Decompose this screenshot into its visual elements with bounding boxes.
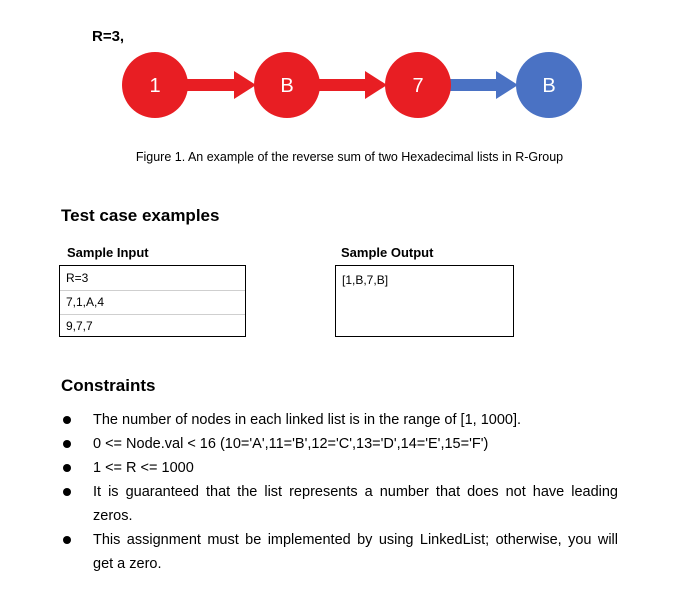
bullet-icon (63, 440, 71, 448)
input-line: 7,1,A,4 (66, 295, 105, 309)
arrow-connector (186, 71, 256, 99)
arrow-connector (318, 71, 387, 99)
constraint-item: This assignment must be implemented by using LinkedList; otherwise, you will get a zero. (63, 528, 618, 576)
node-label: 7 (412, 75, 424, 97)
constraints-list (63, 408, 618, 576)
sample-input-header: Sample Input (67, 245, 149, 260)
sample-output-header: Sample Output (341, 245, 434, 260)
bullet-icon (63, 536, 71, 544)
constraint-item: 1 <= R <= 1000 (63, 456, 618, 480)
sample-input-box (59, 265, 246, 337)
bullet-icon (63, 488, 71, 496)
node-label: 1 (149, 75, 161, 97)
input-line: 9,7,7 (66, 319, 93, 333)
constraint-item: The number of nodes in each linked list is in the range of [1, 1000]. (63, 408, 618, 432)
figure-caption: Figure 1. An example of the reverse sum of two Hexadecimal lists in R-Group (135, 150, 564, 164)
output-line: [1,B,7,B] (342, 273, 389, 287)
linked-list-diagram (0, 0, 673, 140)
bullet-icon (63, 416, 71, 424)
node-label: B (280, 75, 294, 97)
arrow-connector (449, 71, 518, 99)
bullet-icon (63, 464, 71, 472)
constraint-item: It is guaranteed that the list represents a number that does not have leading zeros. (63, 480, 618, 528)
input-line: R=3 (66, 271, 89, 285)
test-case-heading: Test case examples (61, 206, 220, 225)
constraints-heading: Constraints (61, 376, 156, 395)
input-divider (60, 314, 245, 315)
constraint-item: 0 <= Node.val < 16 (10='A',11='B',12='C',13='D',14='E',15='F') (63, 432, 618, 456)
r-value-label: R=3, (92, 28, 125, 45)
sample-output-box (335, 265, 514, 337)
input-divider (60, 290, 245, 291)
node-label: B (542, 75, 556, 97)
